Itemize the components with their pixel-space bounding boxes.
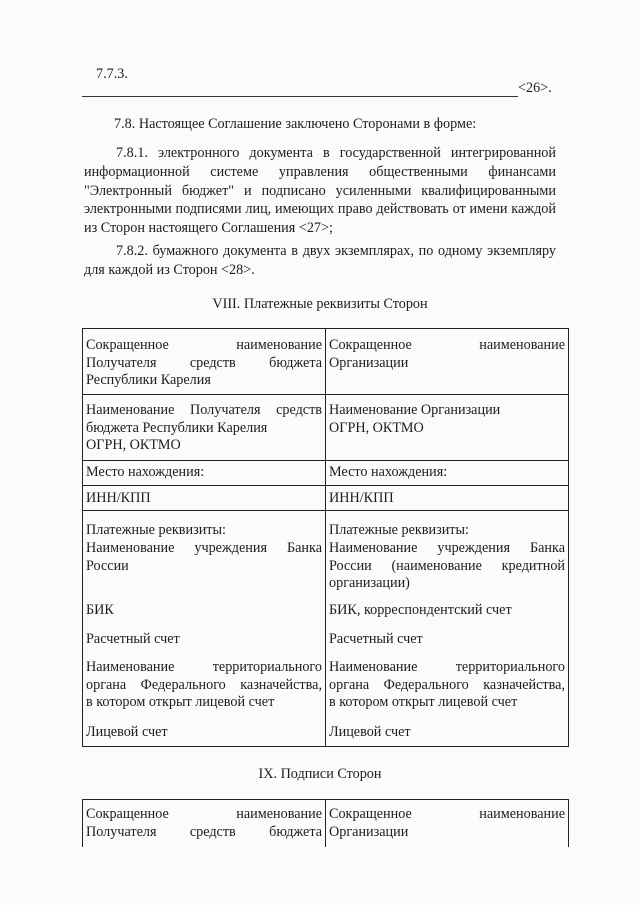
footnote-26: <26>. (518, 80, 552, 96)
table-border (568, 328, 569, 746)
right-bik: БИК, корреспондентский счет (329, 602, 512, 618)
cell-line: Получателя средств бюджета (86, 354, 322, 371)
cell-line: в котором открыт лицевой счет (329, 694, 518, 710)
table-border (82, 799, 83, 847)
cell-line: Сокращенное наименование (329, 806, 565, 822)
cell-line: Республики Карелия (86, 372, 211, 388)
cell-line: ОГРН, ОКТМО (86, 437, 181, 453)
clause-7-8-2-line: для каждой из Сторон <28>. (84, 262, 255, 278)
table-border (325, 799, 326, 847)
left-bank-name (86, 540, 322, 575)
table-border (82, 394, 569, 395)
signature-right-name (329, 805, 565, 841)
clause-7-8-1-line: 7.8.1. электронного документа в государственной интегрированной (116, 145, 556, 161)
left-location: Место нахождения: (86, 464, 205, 480)
section-8-heading: VIII. Платежные реквизиты Сторон (212, 296, 428, 312)
clause-7-8-2-line: 7.8.2. бумажного документа в двух экземплярах, по одному экземпляру (116, 243, 556, 259)
right-treasury (329, 659, 565, 712)
cell-line: России (86, 557, 129, 574)
table-border (82, 328, 569, 329)
left-bik: БИК (86, 602, 114, 618)
section-9-heading: IX. Подписи Сторон (258, 766, 382, 782)
table-border (82, 460, 569, 461)
cell-line: Наименование территориального (329, 659, 565, 675)
table-border (325, 328, 326, 746)
cell-line: организации) (329, 575, 410, 591)
right-full-name (329, 402, 565, 437)
clause-7-8-1-line: электронными подписями лиц, имеющих право действовать от имени каждой (84, 201, 556, 218)
cell-line: Организации (329, 354, 409, 371)
cell-line: Наименование учреждения Банка (86, 540, 322, 556)
left-short-name (86, 337, 322, 390)
clause-7-8-1-line: из Сторон настоящего Соглашения <27>; (84, 220, 333, 237)
clause-7-7-3-blank-line (82, 96, 518, 97)
clause-7-8-2 (84, 242, 556, 280)
cell-line: бюджета Республики Карелия (86, 419, 268, 436)
clause-7-8-1-line: информационной системе управления общественными финансами (84, 163, 556, 180)
cell-line: Получателя средств бюджета (86, 824, 322, 840)
cell-line: России (наименование кредитной (329, 557, 565, 574)
signature-left-name (86, 805, 322, 841)
clause-7-7-3-number: 7.7.3. (96, 66, 128, 82)
table-border (82, 485, 569, 486)
cell-line: Сокращенное наименование (329, 337, 565, 353)
left-personal-account: Лицевой счет (86, 724, 168, 740)
cell-line: органа Федерального казначейства, (86, 676, 322, 693)
right-location: Место нахождения: (329, 464, 448, 480)
cell-line: ОГРН, ОКТМО (329, 419, 424, 436)
right-personal-account: Лицевой счет (329, 724, 411, 740)
left-full-name (86, 402, 322, 455)
left-payment-details: Платежные реквизиты: (86, 522, 226, 538)
cell-line: органа Федерального казначейства, (329, 676, 565, 693)
clause-7-8-1-line: "Электронный бюджет" и подписано усиленными квалифицированными (84, 182, 556, 199)
clause-7-8: 7.8. Настоящее Соглашение заключено Сторонами в форме: (114, 116, 477, 132)
cell-line: Наименование Организации (329, 402, 501, 418)
cell-line: Организации (329, 824, 409, 840)
table-border (568, 799, 569, 847)
right-inn-kpp: ИНН/КПП (329, 490, 394, 506)
table-border (82, 510, 569, 511)
cell-line: Наименование учреждения Банка (329, 540, 565, 556)
cell-line: Сокращенное наименование (86, 806, 322, 822)
table-border (82, 746, 569, 747)
right-short-name (329, 337, 565, 372)
clause-7-8-1 (84, 144, 556, 238)
left-inn-kpp: ИНН/КПП (86, 490, 151, 506)
left-treasury (86, 659, 322, 712)
cell-line: Сокращенное наименование (86, 337, 322, 353)
cell-line: в котором открыт лицевой счет (86, 694, 275, 710)
right-payment-details: Платежные реквизиты: (329, 522, 469, 538)
left-account: Расчетный счет (86, 631, 180, 647)
table-border (82, 328, 83, 746)
right-bank-name (329, 540, 565, 593)
cell-line: Наименование территориального (86, 659, 322, 675)
right-account: Расчетный счет (329, 631, 423, 647)
cell-line: Наименование Получателя средств (86, 402, 322, 418)
